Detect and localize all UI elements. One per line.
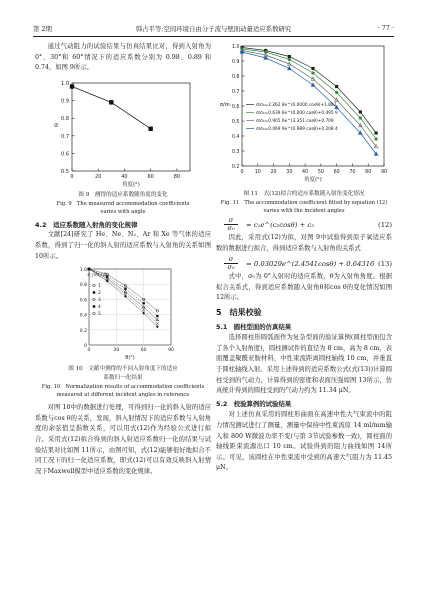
x-tick-label: 80: [365, 170, 372, 175]
legend-label: σ/σ₀=0.069 9e^(0.989 cosθ)+0.208 4: [256, 127, 338, 132]
x-tick-label: 60: [140, 348, 147, 354]
page-number: · 77 ·: [377, 24, 394, 32]
data-point: [288, 55, 291, 58]
legend-label: 2: [98, 291, 101, 297]
header-rule: [33, 36, 394, 37]
data-point: [375, 137, 378, 140]
subsection-heading: 5.1 圆柱型面的仿真结果: [216, 322, 292, 331]
data-point: [311, 71, 314, 74]
y-tick-label: 0.3: [231, 150, 240, 155]
fig11-caption-cn: 图 11 式(12)拟合的适应系数随入射角变化情况: [243, 191, 365, 197]
y-tick-label: 0.5: [231, 120, 240, 125]
figure-11: [216, 42, 392, 188]
legend-label: σ/σ₀=0.905 6e^(3.351 cosθ)+0.709: [256, 119, 334, 124]
fit-line: [242, 49, 376, 139]
x-tick-label: 80: [173, 173, 181, 180]
y-tick-label: 0.7: [231, 90, 240, 95]
y-axis-label: σ_n/σ_n0: [87, 272, 107, 278]
legend-label: 1: [98, 284, 101, 290]
x-tick-label: 90: [168, 348, 174, 354]
y-tick-label: 0.9: [61, 98, 69, 105]
legend-label: 5: [98, 312, 101, 318]
x-tick-label: 0: [70, 173, 74, 180]
y-tick-label: 0.6: [231, 105, 240, 110]
legend-marker: [93, 291, 95, 293]
x-tick-label: 0: [87, 348, 91, 354]
x-tick-label: 30: [113, 348, 120, 354]
y-axis-label: σ: [54, 121, 58, 129]
y-tick-label: 0.2: [79, 328, 87, 334]
x-tick-label: 90: [380, 170, 388, 175]
x-tick-label: 60: [147, 173, 154, 180]
equation-13: [216, 254, 392, 272]
fig10-caption-cn: 图 10 文献中测得的不同入射角度下的适应: [68, 366, 178, 373]
legend-label: σ/σ₀=0.639 8e^(0.000 cosθ)+0.495 9: [256, 111, 338, 116]
data-point: [359, 110, 362, 113]
paragraph-text: 文献[24]研究了 He、Ne、N₂、Ar 和 Xe 等气体的适应系数，得到了归一化的斜入射的适应系数与入射角的关系如图 10所示。: [35, 231, 211, 260]
data-point: [156, 323, 159, 326]
data-point: [375, 131, 378, 134]
plot-frame: [89, 269, 171, 345]
right-column: [216, 42, 392, 474]
x-axis-label: 角度(°): [304, 177, 322, 183]
x-tick-label: 60: [333, 170, 340, 175]
x-tick-label: 0: [240, 170, 244, 175]
data-point: [109, 100, 113, 104]
paragraph: [35, 230, 211, 262]
legend-marker: [93, 284, 95, 286]
x-tick-label: 30: [286, 170, 293, 175]
legend-label: 3: [98, 298, 101, 304]
paragraph: 式中，σ₀为 0°入射时的适应系数，θ为入射角角度。根据拟合关系式，得到适应系数随入射角θ和cos θ的变化情况如图 12所示。: [216, 273, 392, 302]
data-point: [311, 67, 314, 70]
y-tick-label: 0: [84, 344, 87, 350]
fig9-caption-en-2: varies with angle: [100, 208, 146, 215]
eq-denominator: σ₀: [227, 263, 235, 272]
y-tick-label: 1.0: [79, 268, 87, 274]
y-tick-label: 0.8: [231, 75, 240, 80]
eq-rhs: = c₁e^(c₂cosθ) + c₃: [246, 221, 314, 229]
y-tick-label: 0.8: [79, 283, 87, 289]
eq-number: (13): [378, 260, 392, 269]
eq-rhs: = 0.03029e^(2.4541cosθ) + 0.64316: [246, 260, 375, 269]
figure-10: [69, 265, 177, 363]
fig10-caption-en-2: measured at different incident angles in reference: [56, 392, 190, 399]
eq-denominator: σ₀: [227, 224, 235, 232]
running-title: 韩占平等:空间环境自由分子流与壁面动量适应系数研究: [135, 25, 292, 33]
fig9-caption-en: Fig. 9 The measured accommodation coefficients: [56, 200, 190, 207]
data-point: [106, 280, 109, 283]
data-point: [156, 315, 158, 317]
data-point: [148, 126, 152, 130]
x-tick-label: 20: [95, 173, 102, 180]
y-tick-label: 0.5: [61, 168, 69, 175]
fit-line: [242, 51, 376, 147]
fig10-caption-cn-2: 系数归一化结果: [103, 375, 143, 382]
plot-frame: [72, 83, 190, 171]
legend-marker: [93, 312, 95, 314]
fig9-chart: [48, 77, 198, 189]
x-tick-label: 70: [349, 170, 356, 175]
fig11-caption-en: Fig. 11 The accommodation coefficient fitted by equation (12): [220, 200, 388, 206]
y-tick-label: 0.6: [61, 151, 69, 158]
paragraph: 选择圆柱形圆弧面作为复杂型面的验证算例(圆柱型面包含了各个入射角度)，圆柱测试件的直径为 8 cm，高为 8 cm，表面覆盖聚酰亚胺材料，中性束流距离圆柱轴线 10 cm，并垂直于圆柱轴线入射。采用上述得到的适应系数公式(式(13))计算圆柱受到的气动力，计算得到的密度和表面压强如图 13所示，仿真统计得到的圆柱受到的气动力约为 11.34 μN。: [216, 334, 393, 395]
y-tick-label: 0.9: [231, 60, 240, 65]
data-point: [311, 83, 315, 86]
fig11-caption-en-2: varies with the incident angles: [263, 208, 345, 214]
paragraph: 因此，采用式(12)为拟，对图 9中试验得到原子氧适应系数的数据进行拟合，得到适应系数与入射角的关系式: [216, 234, 392, 252]
paragraph: 对图 10中的数据进行处理，可得到归一化的斜入射的适应系数与cos θ的关系，发现，斜入射情况下的适应系数与入射角度的余弦值呈指数关系，可以用式(12)作为经验公式进行拟合。采用式(12)拟合得到的斜入射适应系数归一化的结果与试验结果对比如图 11所示，由图可知，式(12)能够很好地拟合不同工况下的归一化适应系数，即式(12)可以有效反映斜入射情况下Maxwell模型中适应系数的变化规律。: [35, 404, 211, 475]
fig9-caption-cn: 图 9 测得的适应系数随角度的变化: [78, 191, 168, 198]
paragraph: 对上述仿真采用的圆柱形曲面在高速中性大气束流中的阻力情况测试进行了测量，测量中保持中性束流原 14 ml/mm输入和 800 W微波功率不变(与第 3节试验参数一致)，圆柱面的轴线距束流源出口 10 cm。试验得到的阻力曲线如图 14所示。可见，该圆柱在中性束流中受到的高速大气阻力为 11.45 μN。: [216, 411, 392, 472]
eq-numerator: σ: [228, 255, 234, 264]
y-tick-label: 0.6: [79, 298, 87, 304]
fig11-chart: [216, 42, 392, 188]
subsection-heading: 5.2 校验算例的试验结果: [216, 399, 292, 408]
left-column: [35, 42, 211, 477]
x-tick-label: 10: [254, 170, 261, 175]
fig10-chart: [69, 265, 177, 363]
x-axis-label: θ(°): [125, 355, 135, 362]
figure-9: [48, 77, 198, 189]
eq-numerator: σ: [228, 216, 234, 224]
data-line: [72, 86, 151, 128]
y-tick-label: 0.4: [231, 135, 240, 140]
running-header: [33, 24, 394, 36]
equation-12: [216, 215, 392, 233]
eq-number: (12): [378, 221, 392, 229]
paragraph: 通过气动阻力的试验结果与仿真结果比对，得到入射角为 0°、30°和 60°情况下的适应系数分别为 0.98、0.89 和 0.74，如图 9所示。: [35, 43, 211, 72]
y-axis-label: σ/σ₀: [219, 102, 231, 108]
y-tick-label: 0.8: [61, 115, 69, 122]
y-tick-label: 1.0: [231, 45, 240, 50]
legend-label: σ/σ₀=2.262 8e^(0.0000 cosθ)+1.882: [256, 103, 337, 108]
section-heading: 4.2 适应系数随入射角的变化规律: [35, 220, 138, 229]
section-heading: 5 结果校验: [216, 307, 262, 317]
data-point: [70, 84, 74, 88]
data-point: [335, 91, 338, 94]
x-axis-label: 角度(°): [122, 181, 140, 188]
y-tick-label: 0.2: [231, 165, 240, 170]
y-tick-label: 0.7: [61, 133, 69, 140]
x-tick-label: 20: [270, 170, 277, 175]
data-point: [359, 116, 362, 119]
x-tick-label: 40: [302, 170, 309, 175]
data-point: [124, 288, 126, 290]
eq-fraction: [224, 217, 238, 232]
y-tick-label: 1.0: [61, 80, 69, 87]
x-tick-label: 50: [317, 170, 324, 175]
y-tick-label: 0.4: [79, 313, 87, 319]
fig10-caption-en: Fig. 10 Normalization results of accommodation coefficients: [41, 384, 205, 391]
x-tick-label: 40: [121, 173, 128, 180]
legend-label: 4: [98, 305, 101, 311]
legend-marker: [93, 305, 95, 307]
issue-label: 第 2期: [33, 25, 52, 33]
eq-fraction: [224, 256, 238, 271]
data-point: [288, 58, 291, 61]
data-point: [142, 302, 144, 304]
data-point: [335, 85, 338, 88]
